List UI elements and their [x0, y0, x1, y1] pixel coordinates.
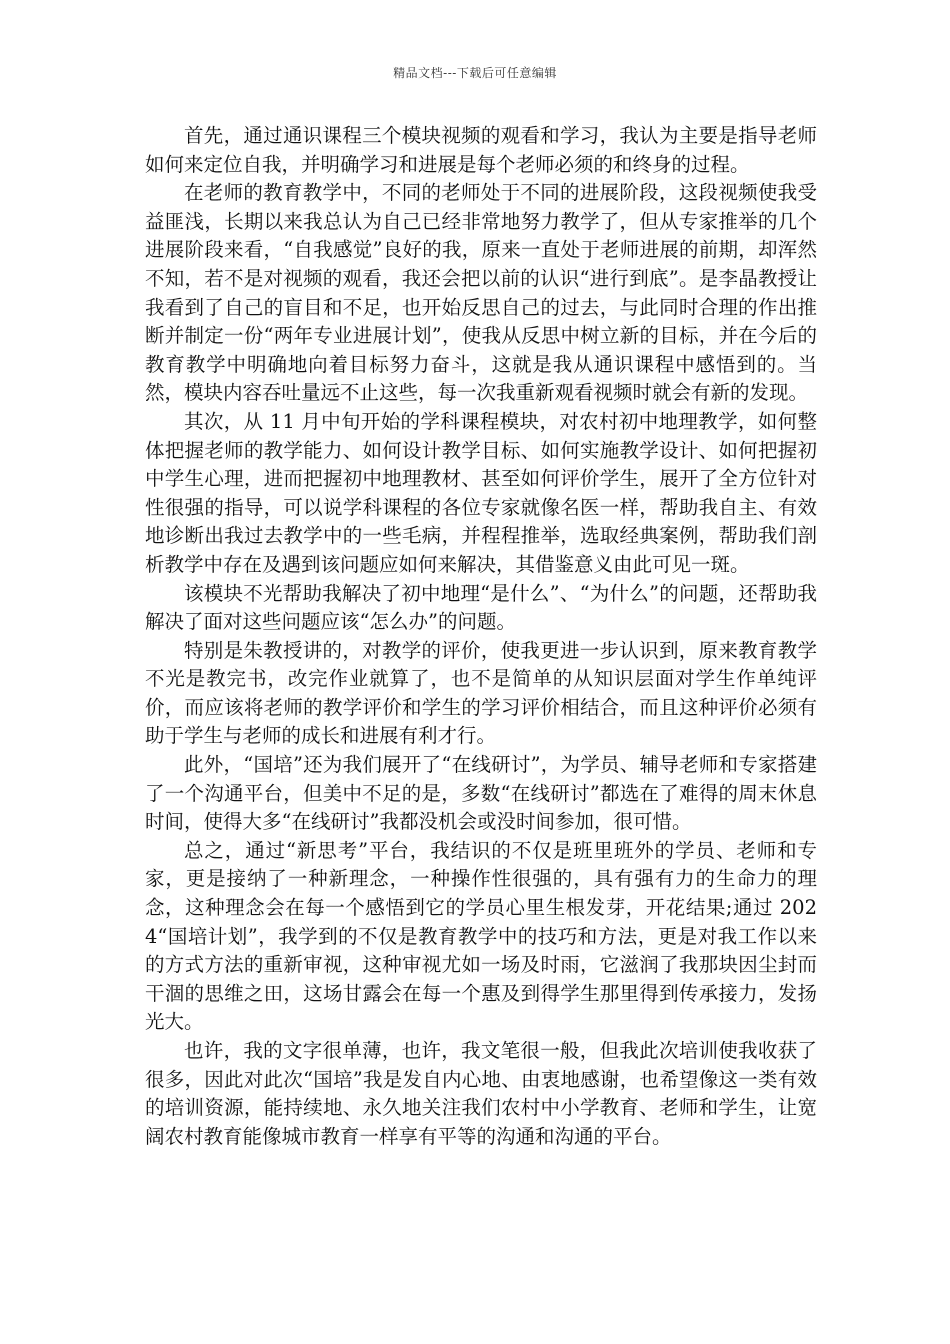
paragraph: 也许，我的文字很单薄，也许，我文笔很一般，但我此次培训使我收获了很多，因此对此次“国培”我是发自内心地、由衷地感谢，也希望像这一类有效的培训资源，能持续地、永久地关注我们农村中小学教育、老师和学生，让宽阔农村教育能像城市教育一样享有平等的沟通和沟通的平台。 — [145, 1039, 817, 1148]
paragraph: 特别是朱教授讲的，对教学的评价，使我更进一步认识到，原来教育教学不光是教完书，改完作业就算了，也不是简单的从知识层面对学生作单纯评价，而应该将老师的教学评价和学生的学习评价相结合，而且这种评价必须有助于学生与老师的成长和进展有利才行。 — [145, 638, 817, 748]
page-header: 精品文档---下载后可任意编辑 — [393, 66, 557, 80]
paragraph: 总之，通过“新思考”平台，我结识的不仅是班里班外的学员、老师和专家，更是接纳了一种新理念，一种操作性很强的，具有强有力的生命力的理念，这种理念会在每一个感悟到它的学员心里生根发芽，开花结果;通过 2024“国培计划”，我学到的不仅是教育教学中的技巧和方法，更是对我工作以来的方式方法的重新审视，这种审视尤如一场及时雨，它滋润了我那块因尘封而干涸的思维之田，这场甘露会在每一个惠及到得学生那里得到传承接力，发扬光大。 — [145, 838, 817, 1034]
paragraph: 其次，从 11 月中旬开始的学科课程模块，对农村初中地理教学，如何整体把握老师的教学能力、如何设计教学目标、如何实施教学设计、如何把握初中学生心理，进而把握初中地理教材、甚至如何评价学生，展开了全方位针对性很强的指导，可以说学科课程的各位专家就像名医一样，帮助我自主、有效地诊断出我过去教学中的一些毛病，并程程推举，选取经典案例，帮助我们剖析教学中存在及遇到该问题应如何来解决，其借鉴意义由此可见一斑。 — [145, 409, 817, 576]
paragraph: 此外，“国培”还为我们展开了“在线研讨”，为学员、辅导老师和专家搭建了一个沟通平台，但美中不足的是，多数“在线研讨”都选在了难得的周末休息时间，使得大多“在线研讨”我都没机会或没时间参加，很可惜。 — [145, 753, 817, 834]
paragraph: 首先，通过通识课程三个模块视频的观看和学习，我认为主要是指导老师如何来定位自我，并明确学习和进展是每个老师必须的和终身的过程。 — [145, 124, 817, 176]
paragraph: 该模块不光帮助我解决了初中地理“是什么”、“为什么”的问题，还帮助我解决了面对这些问题应该“怎么办”的问题。 — [145, 581, 817, 634]
paragraph: 在老师的教育教学中，不同的老师处于不同的进展阶段，这段视频使我受益匪浅，长期以来我总认为自己已经非常地努力教学了，但从专家推举的几个进展阶段来看，“自我感觉”良好的我，原来一直处于老师进展的前期，却浑然不知，若不是对视频的观看，我还会把以前的认识“进行到底”。是李晶教授让我看到了自己的盲目和不足，也开始反思自己的过去，与此同时合理的作出推断并制定一份“两年专业进展计划”，使我从反思中树立新的目标，并在今后的教育教学中明确地向着目标努力奋斗，这就是我从通识课程中感悟到的。当然，模块内容吞吐量远不止这些，每一次我重新观看视频时就会有新的发现。 — [145, 181, 817, 405]
document-body — [145, 122, 817, 1151]
